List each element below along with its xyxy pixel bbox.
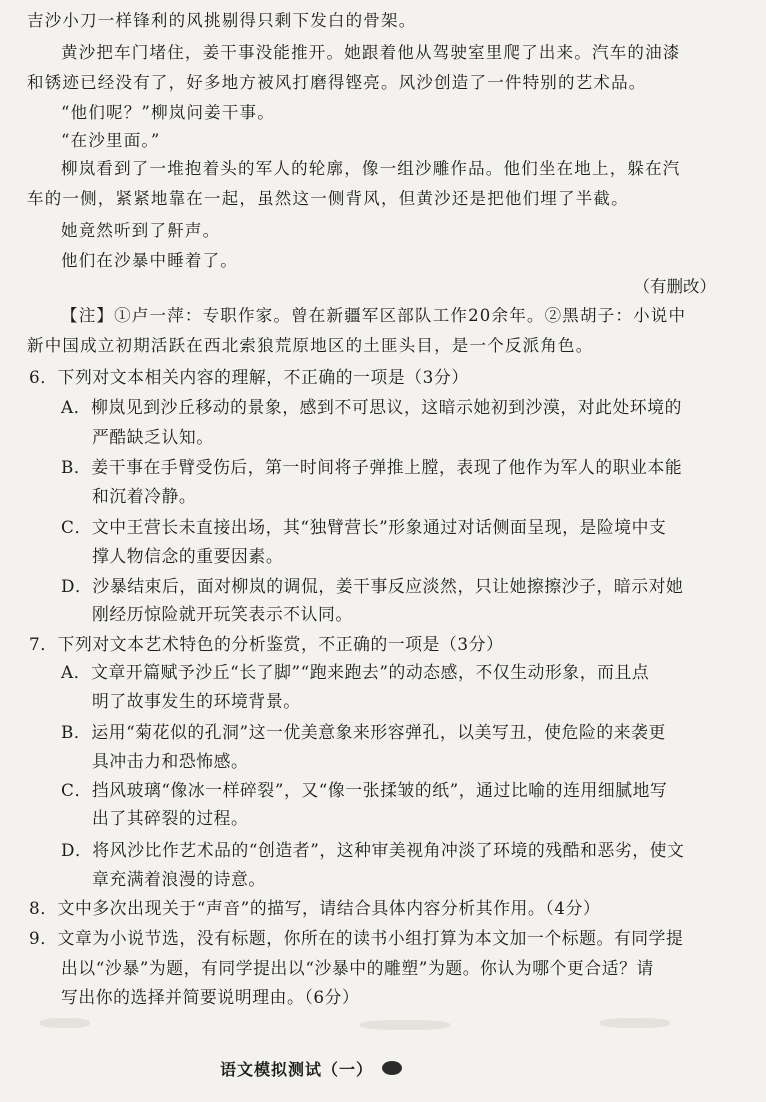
q7-option-c-line1: C．挡风玻璃“像冰一样碎裂”，又“像一张揉皱的纸”，通过比喻的连用细腻地写 [61,780,668,800]
passage-line-4: “他们呢？”柳岚问姜干事。 [61,103,275,122]
passage-line-6: 柳岚看到了一堆抱着头的军人的轮廓，像一组沙雕作品。他们坐在地上，躲在汽 [61,159,681,178]
question-9-line3: 写出你的选择并简要说明理由。（6分） [61,987,360,1007]
q6-option-d-line2: 刚经历惊险就开玩笑表示不认同。 [92,604,353,624]
question-7-stem: 7．下列对文本艺术特色的分析鉴赏，不正确的一项是（3分） [29,634,504,654]
question-9-stem: 9．文章为小说节选，没有标题，你所在的读书小组打算为本文加一个标题。有同学提 [29,928,684,948]
page-mark-icon [382,1061,402,1075]
passage-line-9: 他们在沙暴中睡着了。 [61,251,238,270]
note-line-1: 【注】①卢一萍：专职作家。曾在新疆军区部队工作20余年。②黑胡子：小说中 [61,306,687,325]
q6-option-c-line2: 撑人物信念的重要因素。 [92,546,284,566]
q7-option-c-line2: 出了其碎裂的过程。 [92,808,249,828]
note-line-2: 新中国成立初期活跃在西北索狼荒原地区的土匪头目，是一个反派角色。 [27,336,594,355]
question-9-line2: 出以“沙暴”为题，有同学提出以“沙暴中的雕塑”为题。你认为哪个更合适？请 [61,958,654,978]
passage-line-8: 她竟然听到了鼾声。 [61,221,221,240]
scan-smudge [40,1018,90,1028]
q6-option-b-line1: B．姜干事在手臂受伤后，第一时间将子弹推上膛，表现了他作为军人的职业本能 [61,457,683,477]
q6-option-d-line1: D．沙暴结束后，面对柳岚的调侃，姜干事反应淡然，只让她擦擦沙子，暗示对她 [61,576,684,596]
passage-line-5: “在沙里面。” [61,131,161,150]
q6-option-c-line1: C．文中王营长未直接出场，其“独臂营长”形象通过对话侧面呈现，是险境中支 [61,517,667,537]
q6-option-b-line2: 和沉着冷静。 [92,486,197,506]
source-note: （有删改） [633,277,716,296]
q7-option-a-line1: A．文章开篇赋予沙丘“长了脚”“跑来跑去”的动态感，不仅生动形象，而且点 [61,662,650,682]
q7-option-d-line1: D．将风沙比作艺术品的“创造者”，这种审美视角冲淡了环境的残酷和恶劣，使文 [61,840,685,860]
q6-option-a-line1: A．柳岚见到沙丘移动的景象，感到不可思议，这暗示她初到沙漠，对此处环境的 [61,397,683,417]
q7-option-b-line1: B．运用“菊花似的孔洞”这一优美意象来形容弹孔，以美写丑，使危险的来袭更 [61,722,666,742]
passage-line-1: 吉沙小刀一样锋利的风挑剔得只剩下发白的骨架。 [27,11,417,30]
q7-option-d-line2: 章充满着浪漫的诗意。 [92,869,266,889]
scan-smudge [600,1018,670,1028]
question-6-stem: 6．下列对文本相关内容的理解，不正确的一项是（3分） [29,367,469,387]
scan-smudge [360,1020,450,1030]
footer-title: 语文模拟测试（一） [220,1060,374,1079]
q7-option-a-line2: 明了故事发生的环境背景。 [92,691,301,711]
passage-line-3: 和锈迹已经没有了，好多地方被风打磨得铿亮。风沙创造了一件特别的艺术品。 [27,73,647,92]
q7-option-b-line2: 具冲击力和恐怖感。 [92,751,249,771]
question-8-stem: 8．文中多次出现关于“声音”的描写，请结合具体内容分析其作用。（4分） [29,898,601,918]
q6-option-a-line2: 严酷缺乏认知。 [92,427,214,447]
passage-line-7: 车的一侧，紧紧地靠在一起，虽然这一侧背风，但黄沙还是把他们埋了半截。 [27,189,629,208]
passage-line-2: 黄沙把车门堵住，姜干事没能推开。她跟着他从驾驶室里爬了出来。汽车的油漆 [61,43,681,62]
